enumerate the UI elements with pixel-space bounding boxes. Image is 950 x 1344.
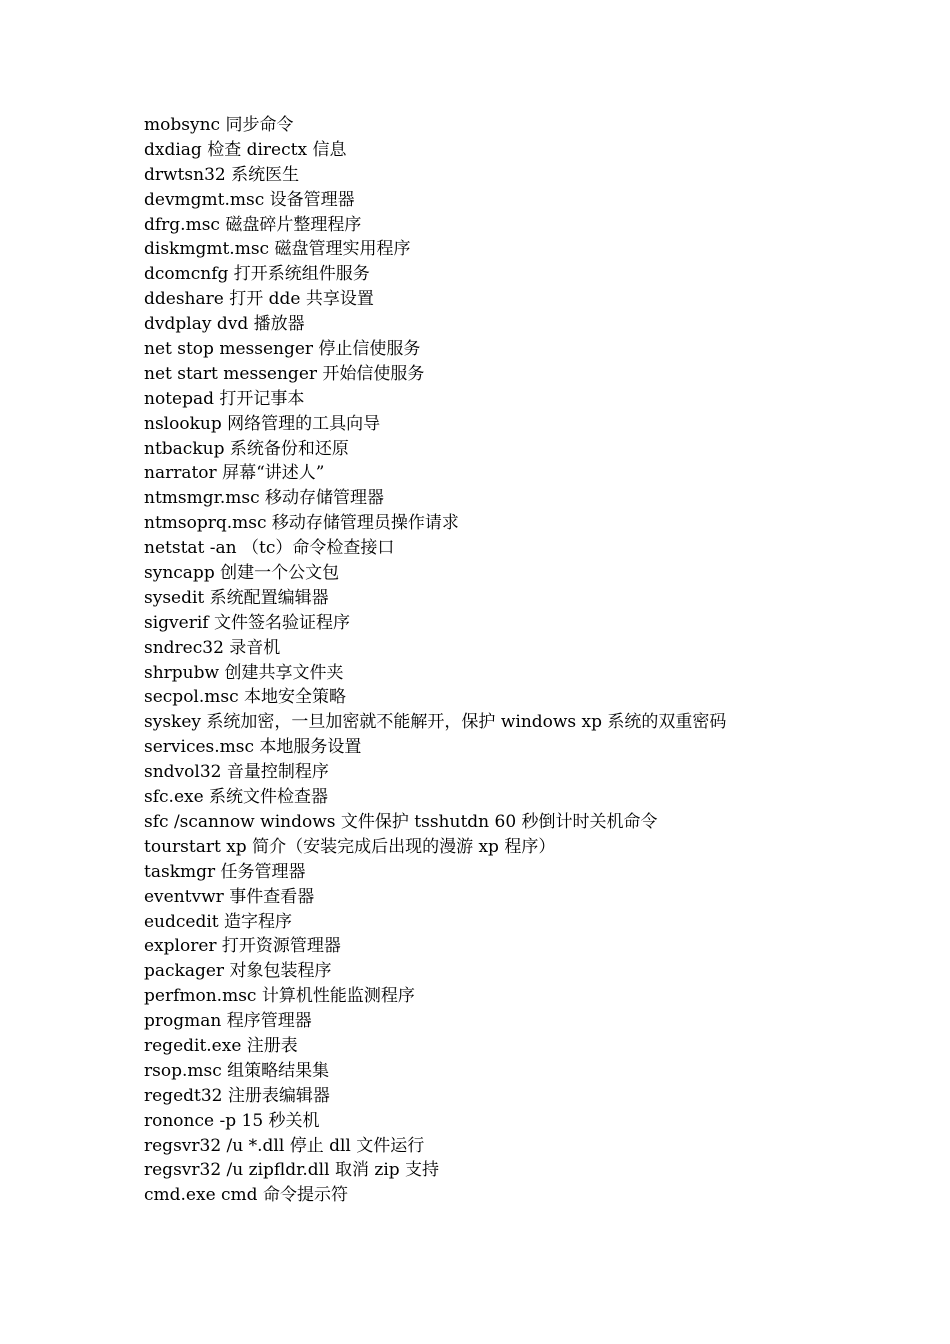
command-line: narrator 屏幕“讲述人” [144,463,325,484]
command-line: rsop.msc 组策略结果集 [144,1060,330,1081]
command-line: tourstart xp 简介（安装完成后出现的漫游 xp 程序） [144,836,556,857]
command-line: regedit.exe 注册表 [144,1035,298,1056]
command-line: ntbackup 系统备份和还原 [144,438,349,459]
command-list [144,113,904,1208]
command-line: syncapp 创建一个公文包 [144,563,340,584]
command-line: devmgmt.msc 设备管理器 [144,189,355,210]
command-line: sfc /scannow windows 文件保护 tsshutdn 60 秒倒计时关机命令 [144,811,658,832]
command-line: regedt32 注册表编辑器 [144,1085,330,1106]
command-line: explorer 打开资源管理器 [144,936,341,957]
command-line: diskmgmt.msc 磁盘管理实用程序 [144,239,411,260]
command-line: dvdplay dvd 播放器 [144,314,305,335]
command-line: dxdiag 检查 directx 信息 [144,139,347,160]
command-line: net stop messenger 停止信使服务 [144,339,421,360]
command-line: sigverif 文件签名验证程序 [144,612,350,633]
command-line: sndrec32 录音机 [144,637,281,658]
command-line: sndvol32 音量控制程序 [144,762,329,783]
command-line: rononce -p 15 秒关机 [144,1110,320,1131]
command-line: regsvr32 /u zipfldr.dll 取消 zip 支持 [144,1160,440,1181]
command-line: syskey 系统加密，一旦加密就不能解开，保护 windows xp 系统的双重密码 [144,712,727,733]
command-line: net start messenger 开始信使服务 [144,363,425,384]
command-line: dfrg.msc 磁盘碎片整理程序 [144,214,362,235]
command-line: netstat -an （tc）命令检查接口 [144,538,395,559]
command-line: sysedit 系统配置编辑器 [144,587,329,608]
command-line: mobsync 同步命令 [144,115,294,135]
command-line: taskmgr 任务管理器 [144,861,306,882]
command-line: sfc.exe 系统文件检查器 [144,787,329,808]
command-line: shrpubw 创建共享文件夹 [144,662,344,683]
command-line: ntmsoprq.msc 移动存储管理员操作请求 [144,513,459,534]
command-line: packager 对象包装程序 [144,961,332,982]
command-line: ddeshare 打开 dde 共享设置 [144,289,374,310]
command-line: secpol.msc 本地安全策略 [144,687,347,708]
command-line: progman 程序管理器 [144,1011,312,1032]
command-line: ntmsmgr.msc 移动存储管理器 [144,488,385,509]
command-line: perfmon.msc 计算机性能监测程序 [144,986,415,1007]
command-line: eventvwr 事件查看器 [144,886,315,907]
command-line: dcomcnfg 打开系统组件服务 [144,264,370,285]
command-line: services.msc 本地服务设置 [144,737,362,758]
command-line: cmd.exe cmd 命令提示符 [144,1185,348,1206]
command-line: regsvr32 /u *.dll 停止 dll 文件运行 [144,1135,425,1156]
command-line: eudcedit 造字程序 [144,911,293,932]
command-line: notepad 打开记事本 [144,388,305,409]
command-line: nslookup 网络管理的工具向导 [144,413,381,434]
command-line: drwtsn32 系统医生 [144,164,300,185]
